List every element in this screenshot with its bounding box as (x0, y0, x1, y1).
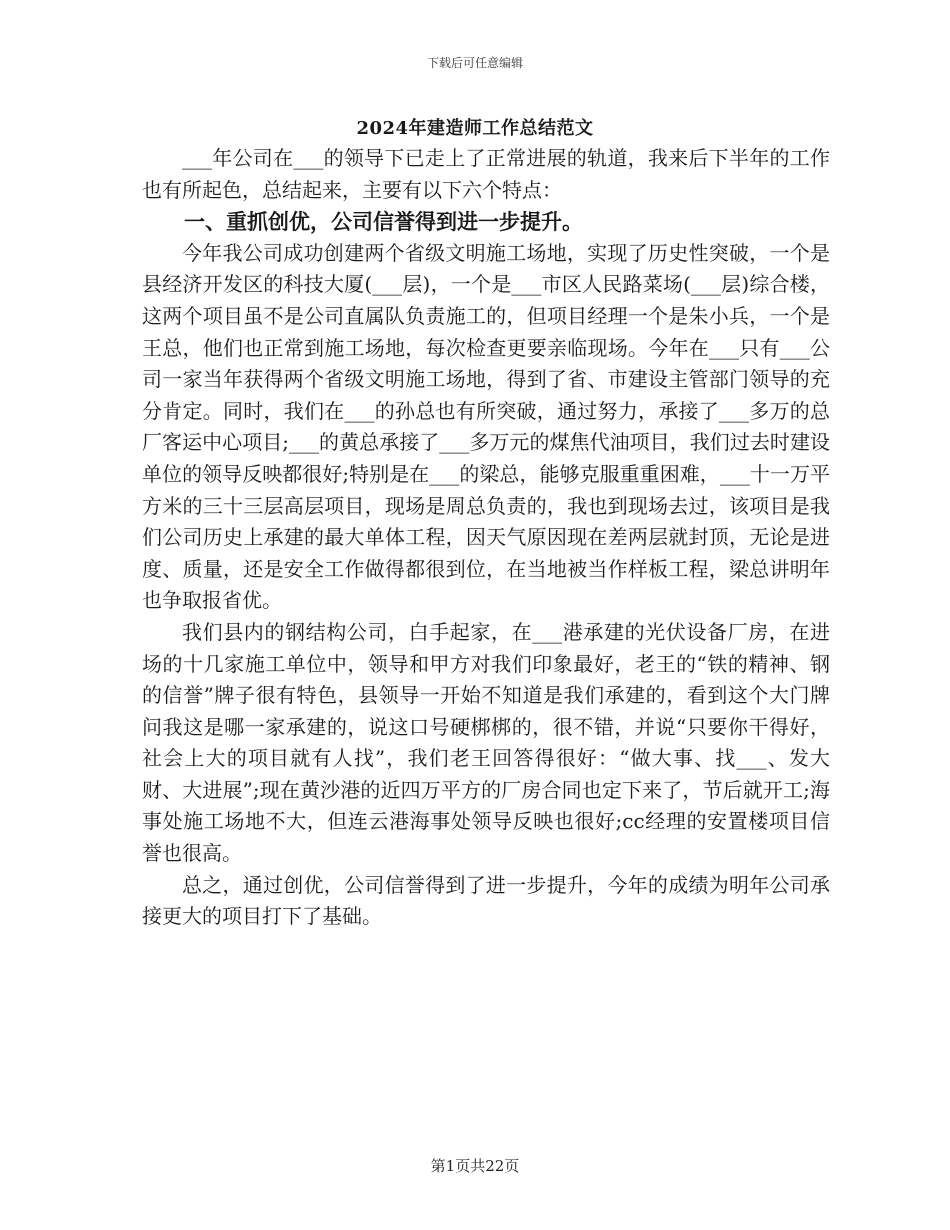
section-heading: 一、重抓创优，公司信誉得到进一步提升。 (184, 209, 583, 235)
paragraph-achievements: 今年我公司成功创建两个省级文明施工场地，实现了历史性突破，一个是县经济开发区的科技大厦(___层)，一个是___市区人民路菜场(___层)综合楼，这两个项目虽不是公司直属队负责施工的，但项目经理一个是朱小兵，一个是王总，他们也正常到施工场地，每次检查更要亲临现场。今年在___只有___公司一家当年获得两个省级文明施工场地，得到了省、市建设主管部门领导的充分肯定。同时，我们在___的孙总也有所突破，通过努力，承接了___多万的总厂客运中心项目;___的黄总承接了___多万元的煤焦代油项目，我们过去时建设单位的领导反映都很好;特别是在___的梁总，能够克服重重困难，___十一万平方米的三十三层高层项目，现场是周总负责的，我也到现场去过，该项目是我们公司历史上承建的最大单体工程，因天气原因现在差两层就封顶，无论是进度、质量，还是安全工作做得都很到位，在当地被当作样板工程，梁总讲明年也争取报省优。 (142, 240, 830, 613)
paragraph-intro: ___年公司在___的领导下已走上了正常进展的轨道，我来后下半年的工作也有所起色，总结起来，主要有以下六个特点： (142, 146, 830, 202)
paragraph-steel-company: 我们县内的钢结构公司，白手起家，在___港承建的光伏设备厂房，在进场的十几家施工单位中，领导和甲方对我们印象最好，老王的“铁的精神、钢的信誉”牌子很有特色，县领导一开始不知道是我们承建的，看到这个大门牌问我这是哪一家承建的，说这口号硬梆梆的，很不错，并说“只要你干得好，社会上大的项目就有人找”，我们老王回答得很好：“做大事、找___、发大财、大进展”;现在黄沙港的近四万平方的厂房合同也定下来了，节后就开工;海事处施工场地不大，但连云港海事处领导反映也很好;cc经理的安置楼项目信誉也很高。 (142, 619, 830, 866)
header-note: 下载后可任意编辑 (426, 56, 523, 70)
document-body (142, 143, 830, 933)
paragraph-summary: 总之，通过创优，公司信誉得到了进一步提升，今年的成绩为明年公司承接更大的项目打下了基础。 (142, 872, 830, 929)
document-title: 2024年建造师工作总结范文 (356, 118, 594, 139)
page-number: 第1页共22页 (430, 1157, 520, 1175)
